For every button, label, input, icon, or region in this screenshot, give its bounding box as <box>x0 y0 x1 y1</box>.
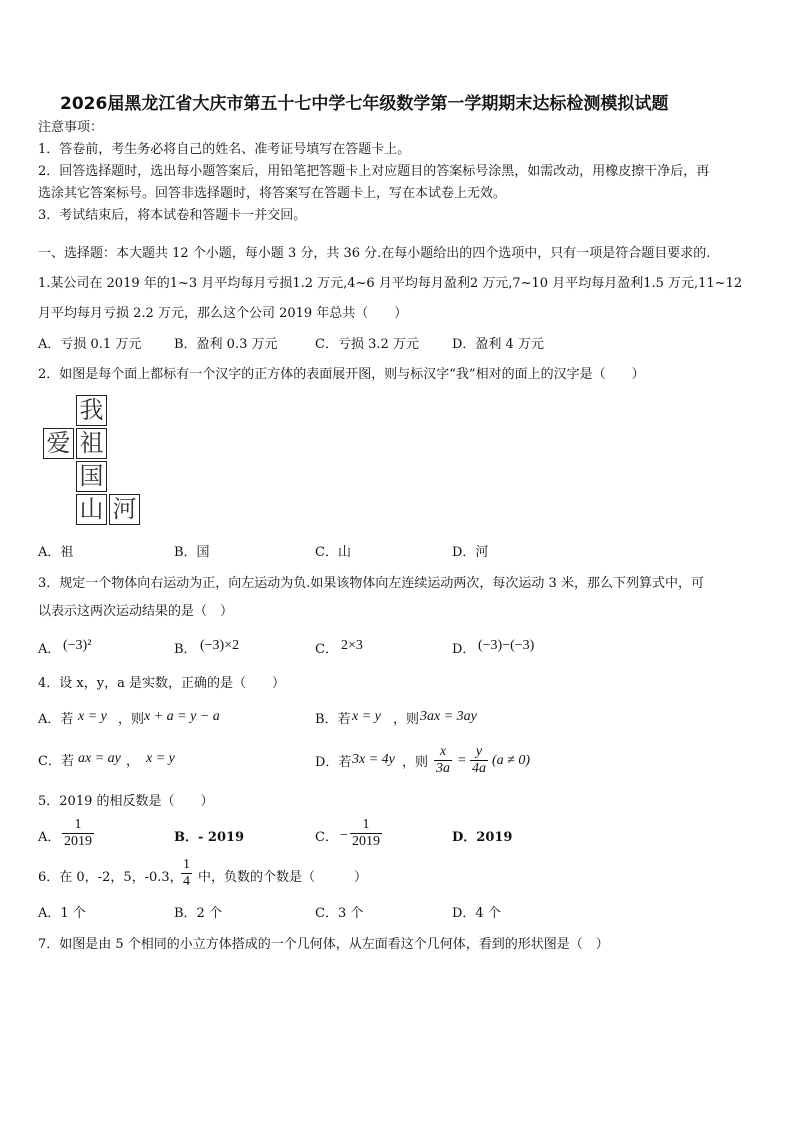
q5-option-c-fraction <box>350 817 382 850</box>
fraction-denominator: 3a <box>436 761 450 776</box>
q4-option-c-label: C．若 <box>38 754 74 769</box>
cube-face: 河 <box>109 494 140 525</box>
question-2-stem: 2．如图是每个面上都标有一个汉字的正方体的表面展开图，则与标汉字“我”相对的面上的汉字是（ ） <box>38 367 645 382</box>
q4-option-a-label: A．若 <box>38 712 74 727</box>
section-heading: 一、选择题：本大题共 12 个小题，每小题 3 分，共 36 分.在每小题给出的四个选项中，只有一项是符合题目要求的. <box>38 246 711 261</box>
q4-option-c-result: x = y <box>146 751 175 766</box>
question-1-line: 月平均每月亏损 2.2 万元，那么这个公司 2019 年总共（ ） <box>38 306 408 321</box>
notice-item: 3．考试结束后，将本试卷和答题卡一并交回。 <box>38 208 307 223</box>
cube-face: 国 <box>76 461 107 492</box>
fraction-numerator: 1 <box>350 817 382 834</box>
fraction-denominator: 2019 <box>352 834 380 849</box>
question-7-stem: 7．如图是由 5 个相同的小立方体搭成的一个几何体，从左面看这个几何体，看到的形状图是（ ） <box>38 937 609 952</box>
q3-option-c-label: C． <box>315 642 338 657</box>
cube-face: 祖 <box>76 428 107 459</box>
q3-option-a-label: A． <box>38 642 61 657</box>
fraction-numerator: x <box>434 744 452 761</box>
notice-heading: 注意事项： <box>38 120 104 135</box>
notice-item: 2．回答选择题时，选出每小题答案后，用铅笔把答题卡上对应题目的答案标号涂黑，如需改动，用橡皮擦干净后，再 <box>38 164 710 179</box>
q1-option-a: A．亏损 0.1 万元 <box>38 337 142 352</box>
page-title: 2026届黑龙江省大庆市第五十七中学七年级数学第一学期期末达标检测模拟试题 <box>60 94 669 114</box>
q6-option-b: B．2 个 <box>174 906 222 921</box>
q4-option-d-cond: 3x = 4y <box>352 752 395 767</box>
question-1-line: 1.某公司在 2019 年的1~3 月平均每月亏损1.2 万元,4~6 月平均每月盈利2 万元,7~10 月平均每月盈利1.5 万元,11~12 <box>38 276 743 291</box>
q6-option-a: A．1 个 <box>38 906 86 921</box>
question-4-stem: 4．设 x，y，a 是实数，正确的是（ ） <box>38 676 285 691</box>
cube-face: 我 <box>76 395 107 426</box>
notice-item: 1．答卷前，考生务必将自己的姓名、准考证号填写在答题卡上。 <box>38 142 411 157</box>
fraction-numerator: 1 <box>62 817 94 834</box>
q4-option-d-label: D．若 <box>315 755 352 770</box>
q6-fraction <box>181 857 192 890</box>
q4-option-b-mid: ，则 <box>393 712 420 727</box>
q4-option-b-label: B．若 <box>315 712 351 727</box>
fraction-denominator: 4 <box>183 874 190 889</box>
q3-option-b-expr: (−3)×2 <box>200 638 240 653</box>
cube-face: 山 <box>76 494 107 525</box>
q4-option-b-cond: x = y <box>352 709 381 724</box>
q2-option-d: D．河 <box>452 545 489 560</box>
q2-option-c: C．山 <box>315 545 351 560</box>
q4-option-b-result: 3ax = 3ay <box>420 709 477 724</box>
q5-option-a-label: A． <box>38 830 61 845</box>
q2-option-a: A．祖 <box>38 545 74 560</box>
q4-option-a-mid: ，则 <box>118 712 145 727</box>
q1-option-d: D．盈利 4 万元 <box>452 337 544 352</box>
q5-option-b: B．- 2019 <box>174 830 245 845</box>
question-3-line: 3．规定一个物体向右运动为正，向左运动为负.如果该物体向左连续运动两次，每次运动 3 米，那么下列算式中，可 <box>38 576 704 591</box>
q6-option-c: C．3 个 <box>315 906 364 921</box>
q3-option-c-expr: 2×3 <box>341 638 363 653</box>
fraction-numerator: 1 <box>183 857 190 872</box>
fraction-numerator: y <box>470 744 488 761</box>
q5-option-a-fraction <box>62 817 94 850</box>
equals-sign: = <box>458 753 466 768</box>
q3-option-a-expr: (−3)² <box>63 638 92 653</box>
q2-option-b: B．国 <box>174 545 210 560</box>
q4-option-c-mid: ， <box>126 754 140 769</box>
question-5-stem: 5．2019 的相反数是（ ） <box>38 794 214 809</box>
q6-option-d: D．4 个 <box>452 906 501 921</box>
q3-option-d-expr: (−3)−(−3) <box>478 638 535 653</box>
fraction-denominator: 2019 <box>64 834 92 849</box>
q5-option-c-label: C． <box>315 830 338 845</box>
q4-option-c-cond: ax = ay <box>78 751 121 766</box>
fraction-denominator: 4a <box>472 761 486 776</box>
cube-face: 爱 <box>43 428 74 459</box>
q4-option-a-result: x + a = y − a <box>144 709 220 724</box>
q5-option-d: D．2019 <box>452 830 513 845</box>
q1-option-b: B．盈利 0.3 万元 <box>174 337 278 352</box>
question-6-stem-pre: 6．在 0，-2，5，-0.3， <box>38 870 183 885</box>
notice-item: 选涂其它答案标号。回答非选择题时，将答案写在答题卡上，写在本试卷上无效。 <box>38 186 507 201</box>
minus-sign: − <box>340 828 348 843</box>
question-3-line: 以表示这两次运动结果的是（ ） <box>38 604 234 619</box>
q4-option-d-fraction <box>470 744 488 777</box>
q4-option-d-condition: (a ≠ 0) <box>492 753 531 768</box>
q1-option-c: C．亏损 3.2 万元 <box>315 337 419 352</box>
q3-option-b-label: B． <box>174 642 197 657</box>
question-6-stem-post: 中，负数的个数是（ ） <box>198 870 368 885</box>
q3-option-d-label: D． <box>452 642 476 657</box>
q4-option-a-cond: x = y <box>78 709 107 724</box>
q4-option-d-mid: ，则 <box>402 755 429 770</box>
q4-option-d-fraction <box>434 744 452 777</box>
